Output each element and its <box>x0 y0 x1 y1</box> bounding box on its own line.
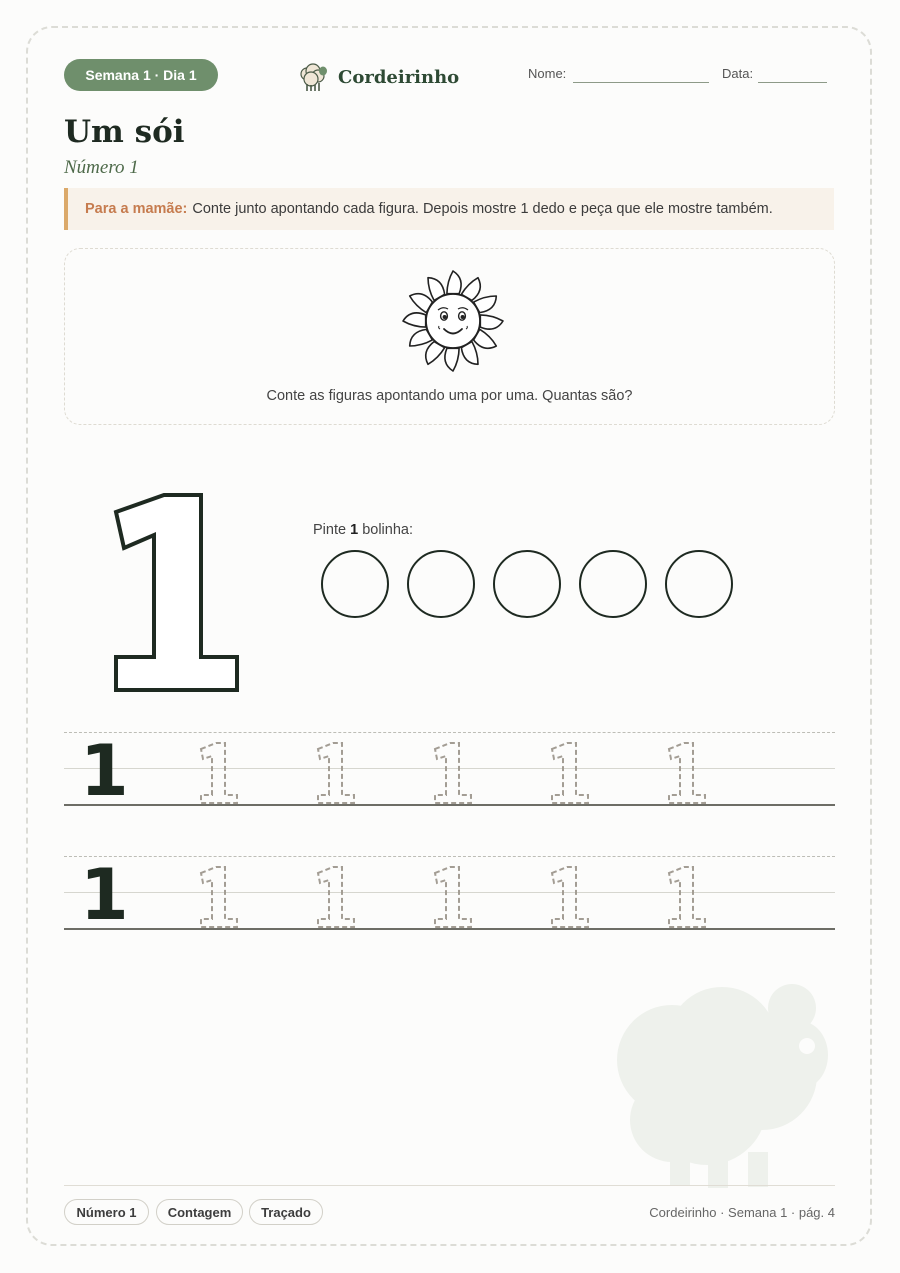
trace-digit-one[interactable] <box>666 741 710 805</box>
paint-circle[interactable] <box>579 550 647 618</box>
smiling-sun-icon <box>398 266 508 376</box>
brand <box>296 60 459 94</box>
tracing-row <box>64 856 835 936</box>
name-label: Nome: <box>528 66 567 81</box>
page-title: Um sói <box>64 114 185 150</box>
sheep-logo-icon <box>296 60 330 94</box>
tag-numero-1: Número 1 <box>64 1199 149 1225</box>
brand-name: Cordeirinho <box>338 66 460 88</box>
counting-prompt: Conte as figuras apontando uma por uma. Quantas são? <box>266 388 633 404</box>
trace-digit-one[interactable] <box>666 865 710 929</box>
tip-text: Conte junto apontando cada figura. Depois mostre 1 dedo e peça que ele mostre também. <box>192 201 773 217</box>
week-day-badge: Semana 1 · Dia 1 <box>64 59 218 91</box>
trace-digit-one[interactable] <box>432 741 476 805</box>
footer-divider <box>64 1185 835 1186</box>
parent-tip <box>64 188 834 230</box>
paint-prefix: Pinte <box>313 522 347 538</box>
tip-label: Para a mamãe: <box>85 201 188 217</box>
model-digit: 1 <box>80 730 129 812</box>
paint-instruction <box>313 522 413 538</box>
tracing-row <box>64 732 835 812</box>
paint-circle[interactable] <box>493 550 561 618</box>
tracing-top-line <box>64 856 835 857</box>
trace-digit-one[interactable] <box>549 865 593 929</box>
trace-digit-one[interactable] <box>315 865 359 929</box>
sheep-watermark <box>612 980 842 1190</box>
trace-digit-one[interactable] <box>198 865 242 929</box>
counting-box <box>64 248 835 425</box>
paint-suffix: bolinha: <box>362 522 413 538</box>
model-digit: 1 <box>80 854 129 936</box>
tag-tracado: Traçado <box>249 1199 323 1225</box>
paint-circle[interactable] <box>407 550 475 618</box>
name-field[interactable] <box>573 82 709 83</box>
trace-digit-one[interactable] <box>549 741 593 805</box>
numeral-one-outline <box>106 490 246 700</box>
tracing-top-line <box>64 732 835 733</box>
date-field[interactable] <box>758 82 827 83</box>
page-subtitle: Número 1 <box>64 157 139 178</box>
page-info: Cordeirinho · Semana 1 · pág. 4 <box>649 1205 835 1220</box>
paint-circle[interactable] <box>665 550 733 618</box>
trace-digit-one[interactable] <box>315 741 359 805</box>
trace-digit-one[interactable] <box>432 865 476 929</box>
tag-contagem: Contagem <box>156 1199 243 1225</box>
date-label: Data: <box>722 66 754 81</box>
paint-circle[interactable] <box>321 550 389 618</box>
paint-number: 1 <box>350 522 359 538</box>
trace-digit-one[interactable] <box>198 741 242 805</box>
